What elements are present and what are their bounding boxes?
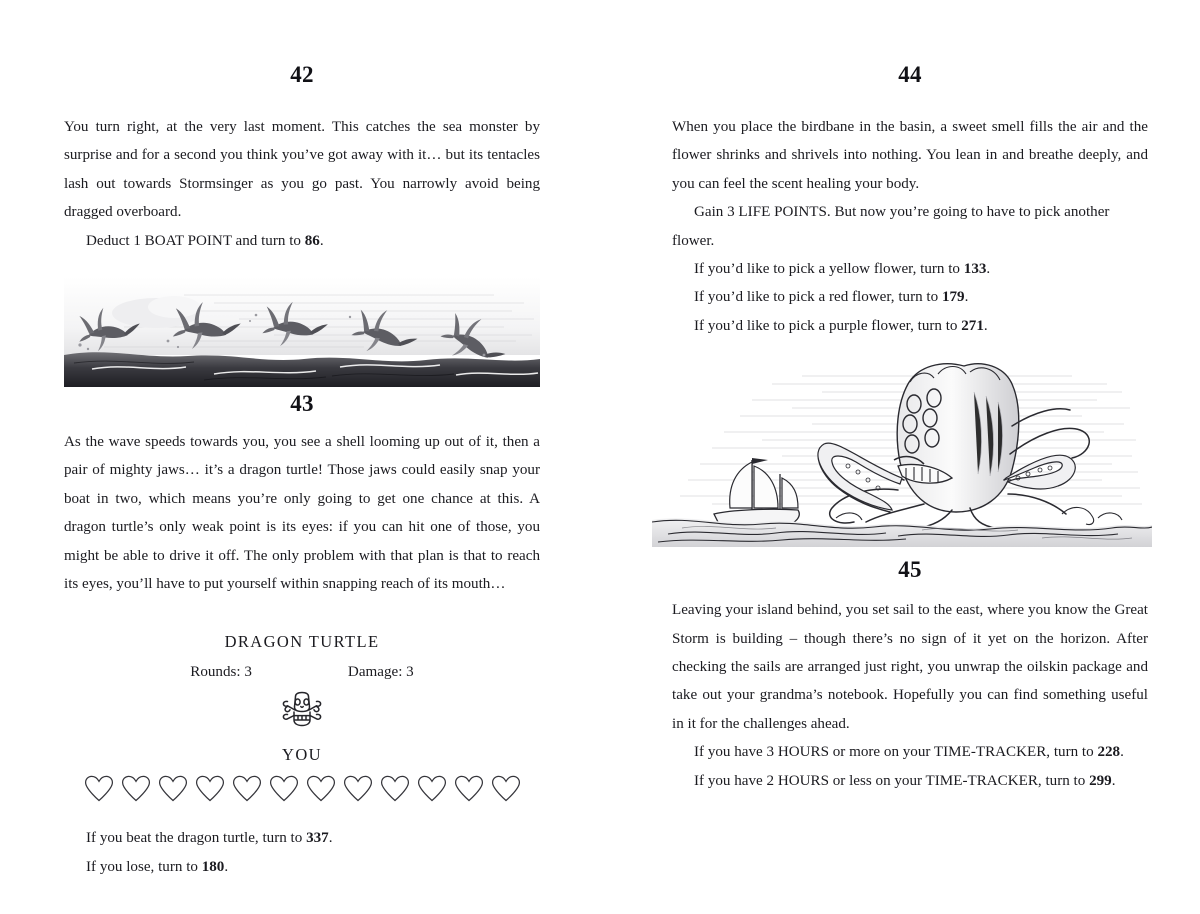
section-43 xyxy=(64,391,540,881)
choice-target-number[interactable]: 337 xyxy=(306,830,329,847)
choice-lead-in: If you’d like to pick a purple flower, turn to xyxy=(694,317,962,334)
choice-lead-in: Deduct 1 BOAT POINT and turn to xyxy=(86,232,305,249)
section-44-paragraph-2: Gain 3 LIFE POINTS. But now you’re going to have to pick another flower. xyxy=(672,204,1110,249)
choice-trailing: . xyxy=(328,830,333,847)
life-point-heart[interactable] xyxy=(491,775,521,802)
choice-lead-in: If you have 3 HOURS or more on your TIME-TRACKER, turn to xyxy=(694,744,1098,761)
life-point-heart[interactable] xyxy=(195,775,225,802)
choice-target-number[interactable]: 271 xyxy=(961,317,984,334)
section-43-paragraph-1: As the wave speeds towards you, you see a shell looming up out of it, then a pair of mighty jaws… it’s a dragon turtle! Those jaws could easily snap your boat in two, which means you’re only going to get one chance at this. A dragon turtle’s only weak point is its eyes: if you can hit one of those, you might be able to drive it off. The only problem with that plan is that to reach its eyes, you’ll have to put yourself within snapping reach of its mouth… xyxy=(64,434,540,593)
section-42 xyxy=(64,62,540,387)
section-44-paragraph-1: When you place the birdbane in the basin, a sweet smell fills the air and the flower shrinks and shrivels into nothing. You lean in and breathe deeply, and you can feel the scent healing your body. xyxy=(672,119,1148,192)
choice-target-number[interactable]: 86 xyxy=(304,232,320,249)
section-number-42: 42 xyxy=(290,62,314,87)
life-point-heart[interactable] xyxy=(380,775,410,802)
combat-stats-row xyxy=(64,664,540,681)
section-number-44: 44 xyxy=(898,62,922,87)
choice-lead-in: If you beat the dragon turtle, turn to xyxy=(86,830,307,847)
section-44-choice-2 xyxy=(672,283,1148,311)
combat-block-dragon-turtle xyxy=(64,632,540,802)
section-42-choice-1 xyxy=(64,227,540,255)
right-page-column xyxy=(672,0,1148,795)
left-page-column xyxy=(64,0,540,881)
life-point-heart[interactable] xyxy=(306,775,336,802)
life-point-heart[interactable] xyxy=(84,775,114,802)
life-point-heart[interactable] xyxy=(454,775,484,802)
life-point-heart[interactable] xyxy=(269,775,299,802)
section-45-paragraph-1: Leaving your island behind, you set sail to the east, where you know the Great Storm is building – though there’s no sign of it yet on the horizon. After checking the sails are arranged just right, you unwrap the oilskin package and take out your grandma’s notebook. Hopefully you can find something useful in it for the challenges ahead. xyxy=(672,602,1148,732)
life-points-tracker[interactable] xyxy=(64,775,540,802)
section-42-paragraph-1: You turn right, at the very last moment. This catches the sea monster by surprise and for a second you think you’ve got away with it… but its tentacles lash out towards Stormsinger as you go past. You narrowly avoid being dragged overboard. xyxy=(64,119,540,221)
choice-lead-in: If you’d like to pick a yellow flower, turn to xyxy=(694,261,964,278)
choice-trailing: . xyxy=(224,858,229,875)
player-label: YOU xyxy=(282,745,322,765)
section-45 xyxy=(672,557,1148,795)
choice-target-number[interactable]: 133 xyxy=(963,261,987,278)
section-43-choice-2 xyxy=(64,853,540,881)
choice-lead-in: If you lose, turn to xyxy=(86,858,202,875)
life-point-heart[interactable] xyxy=(343,775,373,802)
enemy-rounds-stat: Rounds: 3 xyxy=(190,664,252,681)
enemy-name-label: DRAGON TURTLE xyxy=(224,632,380,652)
section-44 xyxy=(672,62,1148,547)
section-number-43: 43 xyxy=(290,391,314,417)
choice-trailing: . xyxy=(1120,744,1124,761)
enemy-damage-stat: Damage: 3 xyxy=(347,664,414,681)
choice-target-number[interactable]: 228 xyxy=(1097,744,1121,761)
choice-trailing: . xyxy=(983,317,988,334)
life-point-heart[interactable] xyxy=(417,775,447,802)
section-number-45: 45 xyxy=(898,557,922,583)
enemy-icon-wrap xyxy=(64,689,540,731)
section-45-choice-1 xyxy=(672,738,1148,766)
illustration-flying-fish-over-waves xyxy=(64,277,540,387)
life-point-heart[interactable] xyxy=(121,775,151,802)
section-44-choice-3 xyxy=(672,312,1148,340)
choice-trailing: . xyxy=(1111,772,1116,789)
life-point-heart[interactable] xyxy=(158,775,188,802)
illustration-kraken-attacking-ship xyxy=(652,362,1152,547)
choice-trailing: . xyxy=(964,289,969,306)
skull-and-crossbones-icon xyxy=(281,689,323,731)
choice-target-number[interactable]: 299 xyxy=(1089,772,1112,789)
life-point-heart[interactable] xyxy=(232,775,262,802)
section-45-choice-2 xyxy=(672,767,1148,795)
section-44-choice-1 xyxy=(672,255,1148,283)
choice-target-number[interactable]: 180 xyxy=(201,858,225,875)
choice-trailing: . xyxy=(986,261,991,278)
choice-trailing: . xyxy=(319,232,324,249)
choice-lead-in: If you have 2 HOURS or less on your TIME-TRACKER, turn to xyxy=(694,772,1090,789)
choice-target-number[interactable]: 179 xyxy=(941,289,965,306)
choice-lead-in: If you’d like to pick a red flower, turn to xyxy=(694,289,942,306)
section-43-choice-1 xyxy=(64,824,540,852)
